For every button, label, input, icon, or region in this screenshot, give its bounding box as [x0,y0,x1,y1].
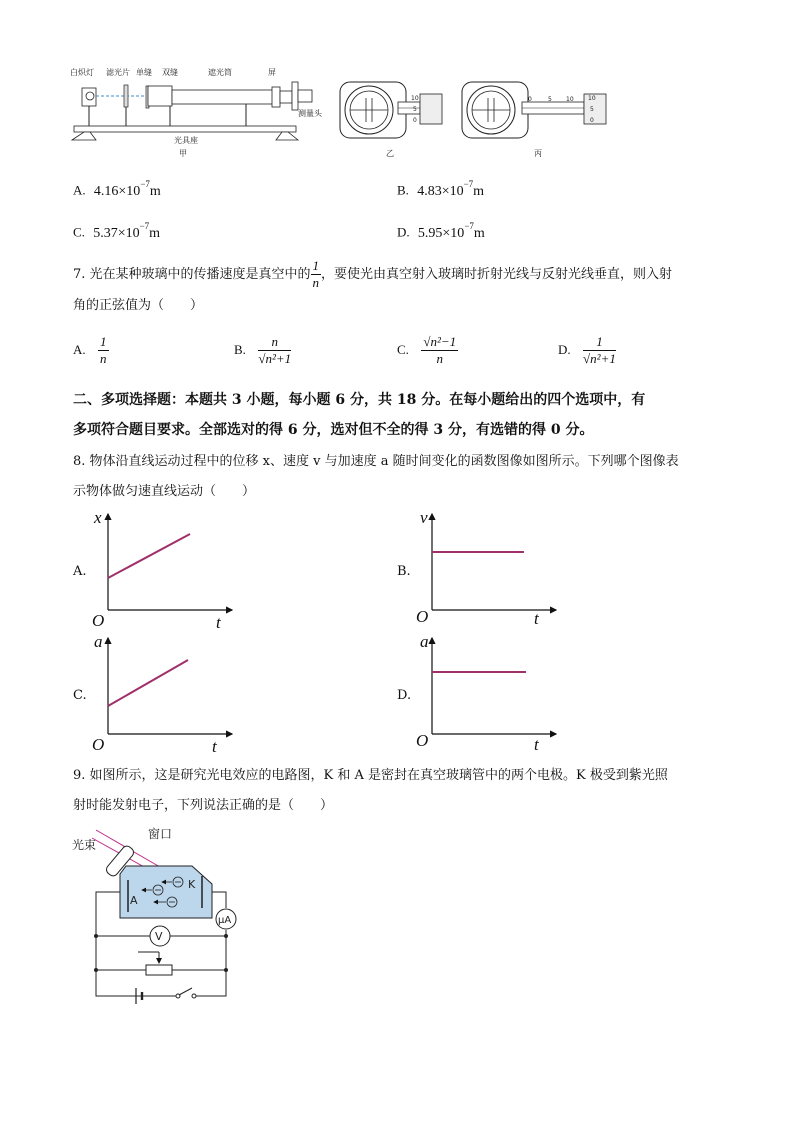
q8-stem-line1: 8. 物体沿直线运动过程中的位移 x、速度 v 与加速度 a 随时间变化的函数图像如图所示。下列哪个图像表 [73,454,679,469]
label-ammeter: μA [218,915,232,926]
graph-c-xlabel: t [212,737,217,754]
q8-graph-d[interactable] [412,630,562,754]
q6-option-b[interactable]: B. $4.83\times 10^{-7}m$ [397,179,485,199]
scale-yi-0: 10 [411,95,419,102]
graph-c-origin: O [92,735,105,754]
scale-yi-1: 5 [413,106,417,113]
rheostat-icon [138,952,172,975]
scale-bing-2: 10 [566,96,574,103]
graph-c-line [108,660,188,706]
q9-stem-line1: 9. 如图所示，这是研究光电效应的电路图，K 和 A 是密封在真空玻璃管中的两个电极。K 极受到紫光照 [73,768,668,783]
apparatus-figure [66,60,626,170]
label-single-slit: 单缝 [136,68,152,77]
label-voltmeter: V [155,930,163,943]
q9-stem-line2: 射时能发射电子，下列说法正确的是（ ） [73,798,334,813]
q8-stem-line2: 示物体做匀速直线运动（ ） [73,484,256,499]
scale-bing-3: 10 [588,95,596,102]
label-double-slit: 双缝 [162,68,178,77]
label-yi: 乙 [386,149,394,158]
q6-option-c[interactable]: C. $5.37\times 10^{-7}m$ [73,221,161,241]
graph-a-line [108,534,190,578]
label-a: A [130,894,138,907]
q6-option-d[interactable]: D. $5.95\times 10^{-7}m$ [397,221,485,241]
q6-option-a[interactable]: A. $4.16\times 10^{-7}m$ [73,179,161,199]
label-rail: 光具座 [174,136,198,145]
q8-graph-c[interactable] [88,630,238,754]
q7-stem-line2: 角的正弦值为（ ） [73,298,204,313]
q7-option-c[interactable]: C. $\frac{\text{√n²−1}}{n}$ [397,334,457,366]
q8-option-d-letter[interactable]: D. [397,688,412,703]
q7-option-b[interactable]: B. $\frac{n}{\text{√n²+1}}$ [234,334,292,366]
q7-fraction: $\frac{1}{n}$ [312,258,320,290]
lamp-icon [82,88,96,126]
option-letter: A. [73,182,86,198]
graph-d-xlabel: t [534,735,539,754]
scale-bing-1: 5 [548,96,552,103]
vacuum-tube-icon [120,866,212,918]
label-lamp: 白炽灯 [70,68,94,77]
graph-a-ylabel: x [94,508,102,527]
graph-b-xlabel: t [534,609,539,628]
label-tube: 遮光筒 [208,68,232,77]
graph-d-origin: O [416,731,429,750]
q8-option-a-letter[interactable]: A. [73,564,87,579]
ammeter-icon [216,909,236,929]
option-letter: B. [397,182,409,198]
section2-heading-line2: 多项符合题目要求。全部选对的得 6 分，选对但不全的得 3 分，有选错的得 0 分。 [73,422,594,438]
scale-bing-5: 0 [590,117,594,124]
label-window: 窗口 [148,827,173,841]
graph-a-origin: O [92,611,105,630]
graph-c-ylabel: a [94,632,103,651]
graph-d-ylabel: a [420,632,429,651]
micrometer-yi [340,82,442,138]
label-bing: 丙 [534,149,542,158]
scale-bing-0: 0 [528,96,532,103]
scale-bing-4: 5 [590,106,594,113]
option-letter: D. [397,224,410,240]
q8-graph-a[interactable] [88,506,238,630]
label-beam: 光束 [72,838,97,852]
graph-b-origin: O [416,607,429,626]
q8-option-b-letter[interactable]: B. [397,564,411,579]
label-head: 测量头 [298,109,322,118]
label-screen: 屏 [268,68,276,77]
q8-option-c-letter[interactable]: C. [73,688,87,703]
switch-icon [176,988,196,998]
q8-graph-b[interactable] [412,506,562,630]
q7-option-a[interactable]: A. $\frac{1}{n}$ [73,334,107,366]
label-k: K [188,878,196,891]
photoelectric-circuit [66,822,256,1004]
option-letter: C. [73,224,85,240]
label-jia: 甲 [179,149,187,158]
label-filter: 滤光片 [106,68,130,77]
graph-b-ylabel: v [420,508,428,527]
graph-a-xlabel: t [216,613,221,630]
section2-heading-line1: 二、多项选择题：本题共 3 小题，每小题 6 分，共 18 分。在每小题给出的四个选项中，有 [73,392,646,408]
q7-option-d[interactable]: D. $\frac{1}{\text{√n²+1}}$ [558,334,616,366]
micrometer-bing [462,82,606,138]
scale-yi-2: 0 [413,117,417,124]
q7-stem-line1: 7. 光在某种玻璃中的传播速度是真空中的 $\frac{1}{n}$ ，要使光由真空射入玻璃时折射光线与反射光线垂直，则入射 [73,258,673,290]
tube-icon [148,82,312,110]
voltmeter-icon [150,926,170,946]
